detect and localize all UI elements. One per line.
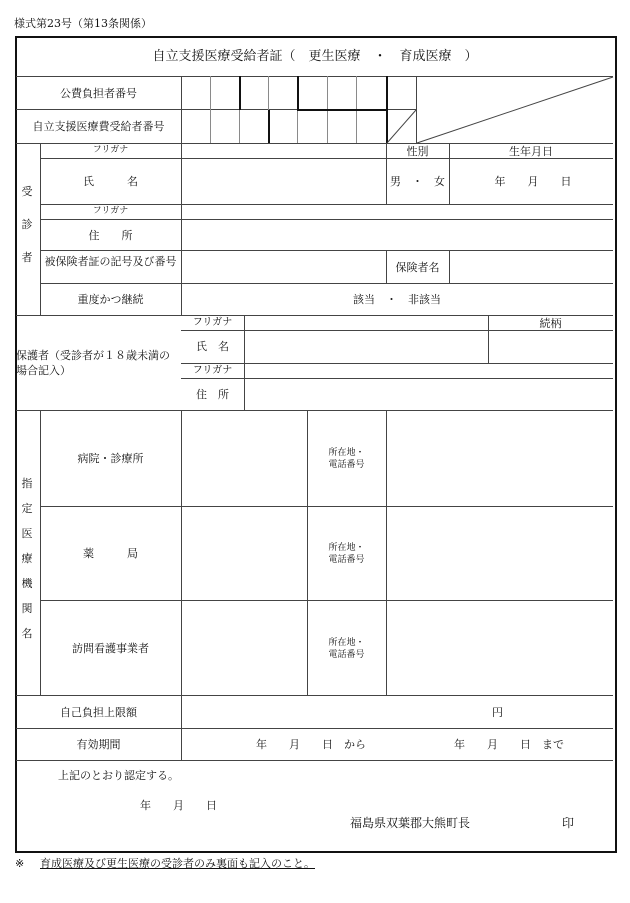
guardian-furigana-label: フリガナ xyxy=(192,317,233,328)
sex-label: 性別 xyxy=(406,145,429,158)
form-number: 様式第23号（第13条関係） xyxy=(14,17,152,30)
address-phone-line2: 電話番号 xyxy=(328,555,365,565)
severe-continuous-label: 重度かつ継続 xyxy=(77,293,144,306)
vertical-char: 指 xyxy=(21,477,33,490)
patient-furigana-label: フリガナ xyxy=(92,145,129,155)
vertical-char: 定 xyxy=(21,502,33,515)
vertical-char: 者 xyxy=(21,251,33,264)
address-phone-line1: 所在地・ xyxy=(328,448,365,458)
certification-statement: 上記のとおり認定する。 xyxy=(58,769,179,782)
vertical-char: 医 xyxy=(21,527,33,540)
diagonal-line xyxy=(387,110,416,143)
guardian-name-label: 氏 名 xyxy=(196,340,229,353)
address-phone-label xyxy=(307,542,386,566)
address-phone-line1: 所在地・ xyxy=(328,543,365,553)
guardian-furigana2-label: フリガナ xyxy=(192,365,233,376)
vertical-char: 関 xyxy=(21,602,33,615)
certification-date: 年 月 日 xyxy=(140,799,217,812)
institutions-group-label xyxy=(20,478,34,639)
vertical-char: 診 xyxy=(21,218,33,231)
address-phone-label xyxy=(307,637,386,661)
address-phone-line2: 電話番号 xyxy=(328,460,365,470)
insurance-card-text: 被保険者証の記号及び番号 xyxy=(44,255,177,268)
footnote-text: 育成医療及び更生医療の受診者のみ裏面も記入のこと。 xyxy=(40,857,315,870)
hospital-clinic-label: 病院・診療所 xyxy=(77,452,144,465)
address-phone-label xyxy=(307,447,386,471)
insurer-name-label: 保険者名 xyxy=(395,261,440,274)
vertical-char: 名 xyxy=(21,627,33,640)
guardian-group-label xyxy=(16,348,180,378)
vertical-char: 受 xyxy=(21,185,33,198)
validity-from: 年 月 日 から xyxy=(256,738,366,751)
issuer-name: 福島県双葉郡大熊町長 xyxy=(350,816,471,830)
patient-address-label: 住 所 xyxy=(88,229,133,242)
guardian-address-label: 住 所 xyxy=(196,388,229,401)
vertical-char: 機 xyxy=(21,577,33,590)
dob-placeholder: 年 月 日 xyxy=(494,175,572,188)
seal-mark: 印 xyxy=(562,816,575,830)
vertical-char: 療 xyxy=(21,552,33,565)
guardian-group-text: 保護者（受診者が１８歳未満の場合記入） xyxy=(16,349,170,377)
dob-label: 生年月日 xyxy=(509,145,553,158)
address-phone-line2: 電話番号 xyxy=(328,650,365,660)
address-phone-line1: 所在地・ xyxy=(328,638,365,648)
patient-name-label: 氏 名 xyxy=(83,175,138,188)
pharmacy-label: 薬 局 xyxy=(83,547,138,560)
insurance-card-label xyxy=(42,255,179,268)
relationship-label: 続柄 xyxy=(539,317,562,330)
validity-to: 年 月 日 まで xyxy=(454,738,564,751)
validity-label: 有効期間 xyxy=(76,738,121,751)
public-payer-number-label: 公費負担者番号 xyxy=(60,87,137,100)
patient-group-label xyxy=(20,186,34,263)
diagonal-line xyxy=(417,77,613,143)
patient-furigana2-label: フリガナ xyxy=(92,206,129,216)
sex-options: 男 ・ 女 xyxy=(390,175,445,188)
footnote-mark: ※ xyxy=(15,857,25,870)
home-nursing-label: 訪問看護事業者 xyxy=(72,642,149,655)
yen-unit: 円 xyxy=(492,706,503,719)
page-title: 自立支援医療受給者証（ 更生医療 ・ 育成医療 ） xyxy=(152,49,478,64)
severe-continuous-options: 該当 ・ 非該当 xyxy=(353,293,441,306)
recipient-number-label: 自立支援医療費受給者番号 xyxy=(32,120,165,133)
copay-limit-label: 自己負担上限額 xyxy=(60,706,137,719)
